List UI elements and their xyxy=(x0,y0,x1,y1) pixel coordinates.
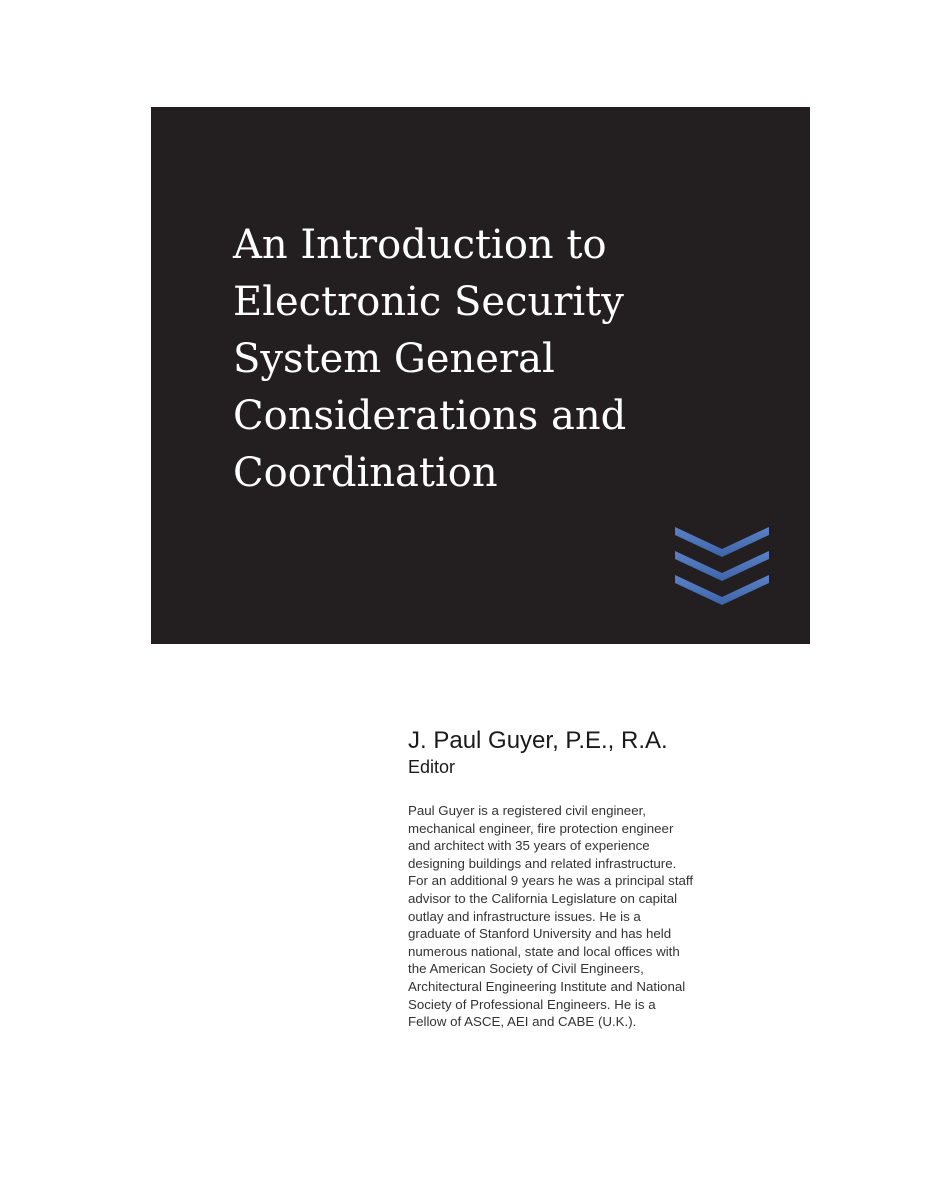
bio-line: Architectural Engineering Institute and National xyxy=(408,978,686,994)
title-line: System General xyxy=(233,336,555,382)
author-bio xyxy=(408,802,773,1031)
title-line: Electronic Security xyxy=(233,279,624,325)
bio-line: the American Society of Civil Engineers, xyxy=(408,961,644,977)
title-line: An Introduction to xyxy=(233,222,607,268)
bio-line: and architect with 35 years of experience xyxy=(408,838,650,854)
triple-chevron-down-icon xyxy=(675,527,769,613)
bio-line: mechanical engineer, fire protection engineer xyxy=(408,820,674,836)
bio-line: graduate of Stanford University and has held xyxy=(408,926,672,942)
bio-line: Fellow of ASCE, AEI and CABE (U.K.). xyxy=(408,1014,637,1030)
bio-line: outlay and infrastructure issues. He is a xyxy=(408,908,641,924)
author-name: J. Paul Guyer, P.E., R.A. xyxy=(408,727,668,754)
bio-line: advisor to the California Legislature on capital xyxy=(408,890,678,906)
bio-line: designing buildings and related infrastructure. xyxy=(408,855,677,871)
chevron-down-icon xyxy=(675,527,769,557)
author-role: Editor xyxy=(408,757,456,777)
author-block xyxy=(408,726,808,1031)
book-title xyxy=(233,217,793,502)
cover-panel xyxy=(151,107,810,644)
title-line: Considerations and xyxy=(233,393,627,439)
bio-line: numerous national, state and local offices with xyxy=(408,943,680,959)
bio-line: Paul Guyer is a registered civil engineer, xyxy=(408,803,646,818)
bio-line: Society of Professional Engineers. He is a xyxy=(408,996,656,1012)
bio-line: For an additional 9 years he was a principal staff xyxy=(408,873,694,889)
title-line: Coordination xyxy=(233,450,498,496)
